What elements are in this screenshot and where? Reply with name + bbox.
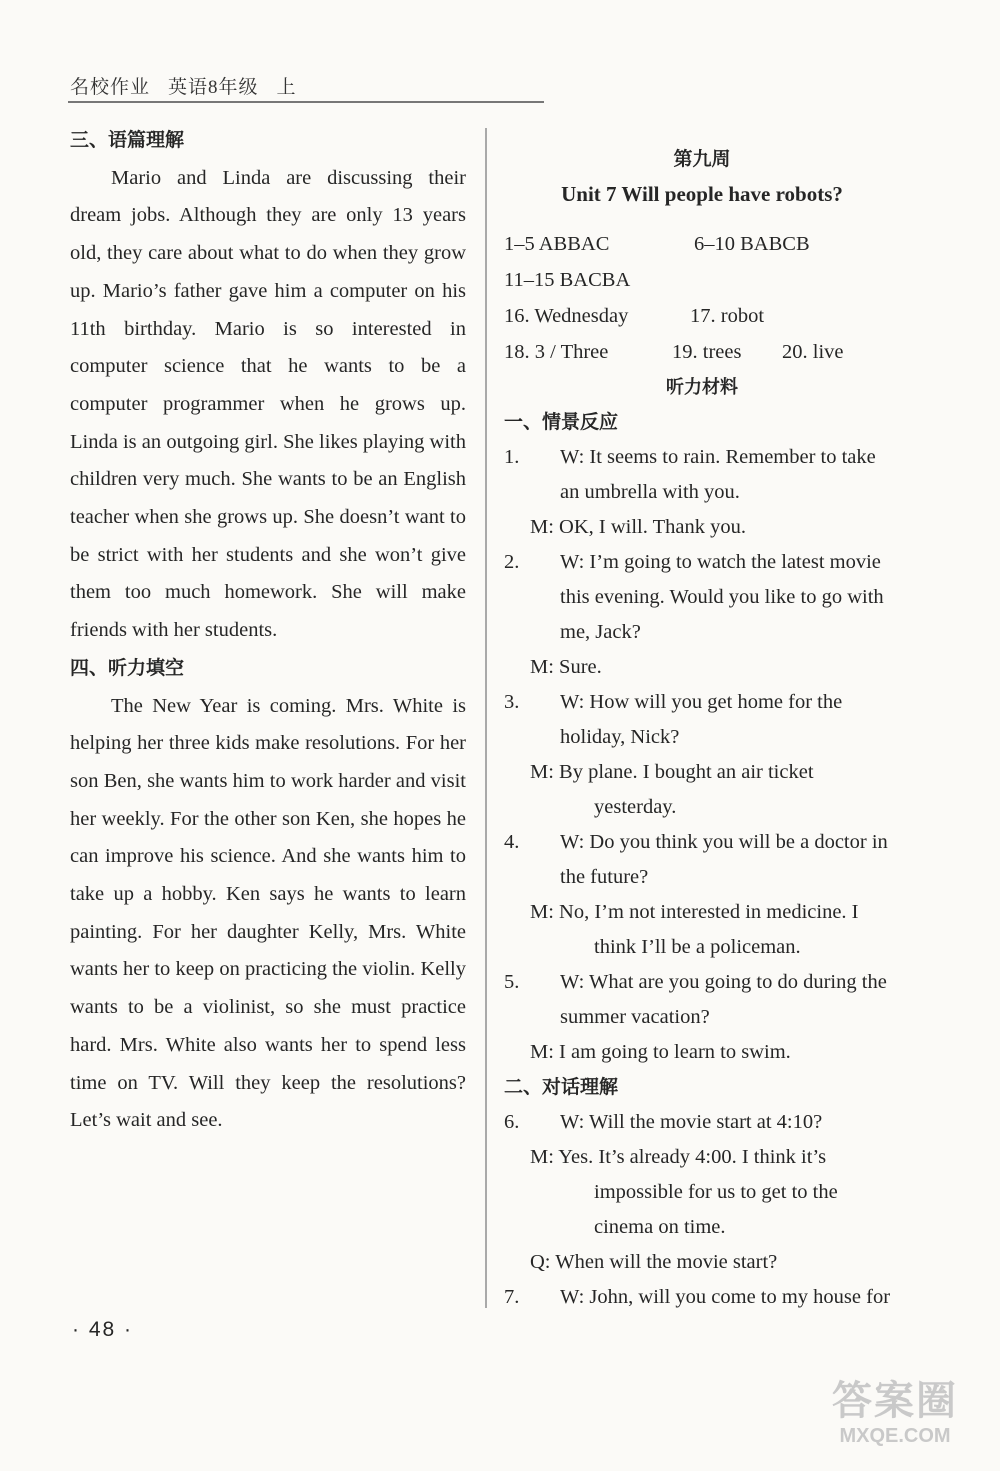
- item-number: 3.: [504, 691, 520, 713]
- item-number: 4.: [504, 831, 520, 853]
- answer-row: [504, 298, 900, 334]
- section-4-passage: The New Year is coming. Mrs. White is helping her three kids make resolutions. For her son Ben, she wants him to work harder and visit her weekly. For the other son Ken, she hopes he can improve his science. And she wants him to take up a hobby. Ken says he wants to learn painting. For her daughter Kelly, Mrs. White wants her to keep on practicing the violin. Kelly wants to be a violinist, so she must practice hard. Mrs. White also wants her to spend less time on TV. Will they keep the resolutions? Let’s wait and see.: [70, 694, 466, 1132]
- section-3-title: 三、语篇理解: [70, 129, 185, 151]
- item-number: 5.: [504, 971, 520, 993]
- watermark-logo: [810, 1378, 980, 1448]
- answer-item: 18. 3 / Three: [504, 341, 609, 363]
- book-title: 名校作业: [70, 77, 151, 98]
- woman-line: W: Will the movie start at 4:10?: [560, 1111, 823, 1133]
- dialogue-line-w: [504, 1105, 900, 1140]
- answer-row: [504, 226, 900, 262]
- dialogue-line-w: [504, 545, 900, 650]
- answer-key: [504, 226, 900, 370]
- dialogue-line-w: [504, 965, 900, 1035]
- dialogue-6: [504, 1105, 900, 1280]
- woman-line: W: I’m going to watch the latest movie this evening. Would you like to go with me, Jack?: [560, 551, 884, 643]
- right-column: [504, 142, 900, 1315]
- question-line: Q: When will the movie start?: [530, 1251, 778, 1273]
- left-column: [70, 122, 466, 1140]
- dialogue-5: [504, 965, 900, 1070]
- item-number: 7.: [504, 1286, 520, 1308]
- answer-item: 11–15 BACBA: [504, 269, 631, 291]
- answer-item: 6–10 BABCB: [694, 233, 810, 255]
- answer-item: 17. robot: [690, 305, 765, 327]
- section-3-passage: Mario and Linda are discussing their dream jobs. Although they are only 13 years old, they care about what to do when they grow up. Mario’s father gave him a computer on his 11th birthday. Mario is so interested in computer science that he wants to be a computer programmer when he grows up. Linda is an outgoing girl. She likes playing with children very much. She wants to be an English teacher when she grows up. She doesn’t want to be strict with her students and she won’t give them too much homework. She will make friends with her students.: [70, 166, 466, 642]
- section-1-title: 一、情景反应: [504, 411, 619, 433]
- column-divider: [485, 128, 487, 1308]
- man-line: M: No, I’m not interested in medicine. I think I’ll be a policeman.: [530, 901, 859, 958]
- listening-material-title: 听力材料: [666, 377, 738, 398]
- dialogue-1: [504, 440, 900, 545]
- running-header: [70, 72, 315, 99]
- woman-line: W: Do you think you will be a doctor in the future?: [560, 831, 888, 888]
- section-2-title: 二、对话理解: [504, 1076, 619, 1098]
- dialogue-2: [504, 545, 900, 685]
- answer-item: 20. live: [782, 341, 844, 363]
- dialogue-line-w: [504, 825, 900, 895]
- answer-row: [504, 262, 900, 298]
- subject-label: 英语8年级: [168, 77, 259, 98]
- dialogue-line-w: [504, 685, 900, 755]
- dialogue-line-w: [504, 440, 900, 510]
- woman-line: W: How will you get home for the holiday, Nick?: [560, 691, 843, 748]
- item-number: 6.: [504, 1111, 520, 1133]
- answer-row: [504, 334, 900, 370]
- item-number: 1.: [504, 446, 520, 468]
- answer-item: 19. trees: [672, 341, 742, 363]
- man-line: M: Sure.: [530, 656, 602, 678]
- dialogue-3: [504, 685, 900, 825]
- man-line: M: By plane. I bought an air ticket yesterday.: [530, 761, 814, 818]
- page-number: · 48 ·: [72, 1318, 134, 1341]
- answer-item: 1–5 ABBAC: [504, 233, 610, 255]
- section-4-title: 四、听力填空: [70, 656, 185, 679]
- man-line: M: Yes. It’s already 4:00. I think it’s impossible for us to get to the cinema on time.: [530, 1146, 838, 1238]
- woman-line: W: What are you going to do during the summer vacation?: [560, 971, 887, 1028]
- header-rule: [68, 101, 544, 103]
- volume-label: 上: [276, 77, 297, 98]
- answer-item: 16. Wednesday: [504, 305, 629, 327]
- item-number: 2.: [504, 551, 520, 573]
- dialogue-4: [504, 825, 900, 965]
- unit-title: Unit 7 Will people have robots?: [561, 182, 843, 206]
- watermark-url: MXQE.COM: [839, 1425, 951, 1447]
- woman-line: W: John, will you come to my house for: [560, 1286, 891, 1308]
- watermark-text: 答案圈: [832, 1379, 958, 1423]
- dialogue-line-w: [504, 1280, 900, 1315]
- man-line: M: I am going to learn to swim.: [530, 1041, 791, 1063]
- week-title: 第九周: [673, 148, 731, 170]
- man-line: M: OK, I will. Thank you.: [530, 516, 747, 538]
- dialogue-7: [504, 1280, 900, 1315]
- woman-line: W: It seems to rain. Remember to take an umbrella with you.: [560, 446, 876, 503]
